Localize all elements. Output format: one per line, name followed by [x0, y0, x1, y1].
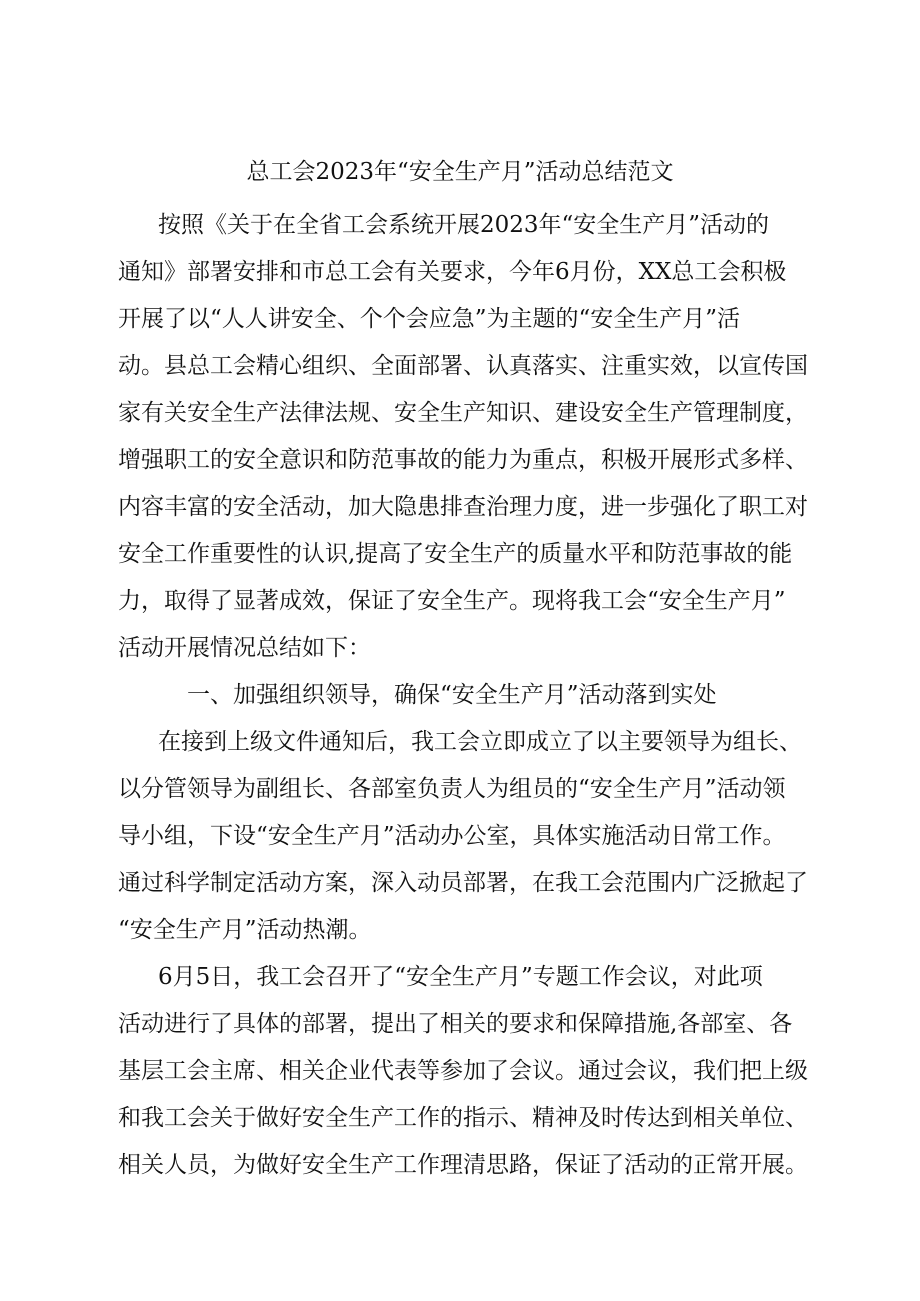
paragraph-line: 在接到上级文件通知后，我工会立即成立了以主要领导为组长、: [158, 729, 802, 755]
intro-line: 力，取得了显著成效，保证了安全生产。现将我工会“安全生产月”: [118, 588, 786, 614]
intro-line: 开展了以“人人讲安全、个个会应急”为主题的“安全生产月”活: [118, 306, 741, 332]
intro-line: 安全工作重要性的认识,提高了安全生产的质量水平和防范事故的能: [118, 541, 793, 567]
document-title: 总工会2023年“安全生产月”活动总结范文: [246, 159, 674, 185]
paragraph-line: 导小组，下设“安全生产月”活动办公室，具体实施活动日常工作。: [118, 823, 786, 849]
intro-line: 家有关安全生产法律法规、安全生产知识、建设安全生产管理制度，: [118, 400, 808, 426]
intro-line: 通知》部署安排和市总工会有关要求，今年6月份，XX总工会积极: [118, 259, 787, 285]
paragraph-line: 和我工会关于做好安全生产工作的指示、精神及时传达到相关单位、: [118, 1105, 808, 1131]
paragraph-line: 以分管领导为副组长、各部室负责人为组员的“安全生产月”活动领: [118, 776, 786, 802]
intro-line: 动。县总工会精心组织、全面部署、认真落实、注重实效，以宣传国: [118, 353, 808, 379]
paragraph-line: 6月5日，我工会召开了“安全生产月”专题工作会议，对此项: [158, 964, 763, 990]
paragraph-line: 相关人员，为做好安全生产工作理清思路，保证了活动的正常开展。: [118, 1152, 808, 1178]
paragraph-line: 活动进行了具体的部署，提出了相关的要求和保障措施,各部室、各: [118, 1011, 793, 1037]
intro-line: 增强职工的安全意识和防范事故的能力为重点，积极开展形式多样、: [118, 447, 808, 473]
intro-line: 内容丰富的安全活动，加大隐患排查治理力度，进一步强化了职工对: [118, 494, 808, 520]
paragraph-line: 通过科学制定活动方案，深入动员部署，在我工会范围内广泛掀起了: [118, 870, 808, 896]
section-heading: 一、加强组织领导，确保“安全生产月”活动落到实处: [187, 682, 717, 708]
paragraph-line: 基层工会主席、相关企业代表等参加了会议。通过会议，我们把上级: [118, 1058, 808, 1084]
paragraph-line: “安全生产月”活动热潮。: [118, 917, 372, 943]
intro-line: 按照《关于在全省工会系统开展2023年“安全生产月”活动的: [158, 212, 770, 238]
intro-line: 活动开展情况总结如下：: [118, 635, 371, 661]
